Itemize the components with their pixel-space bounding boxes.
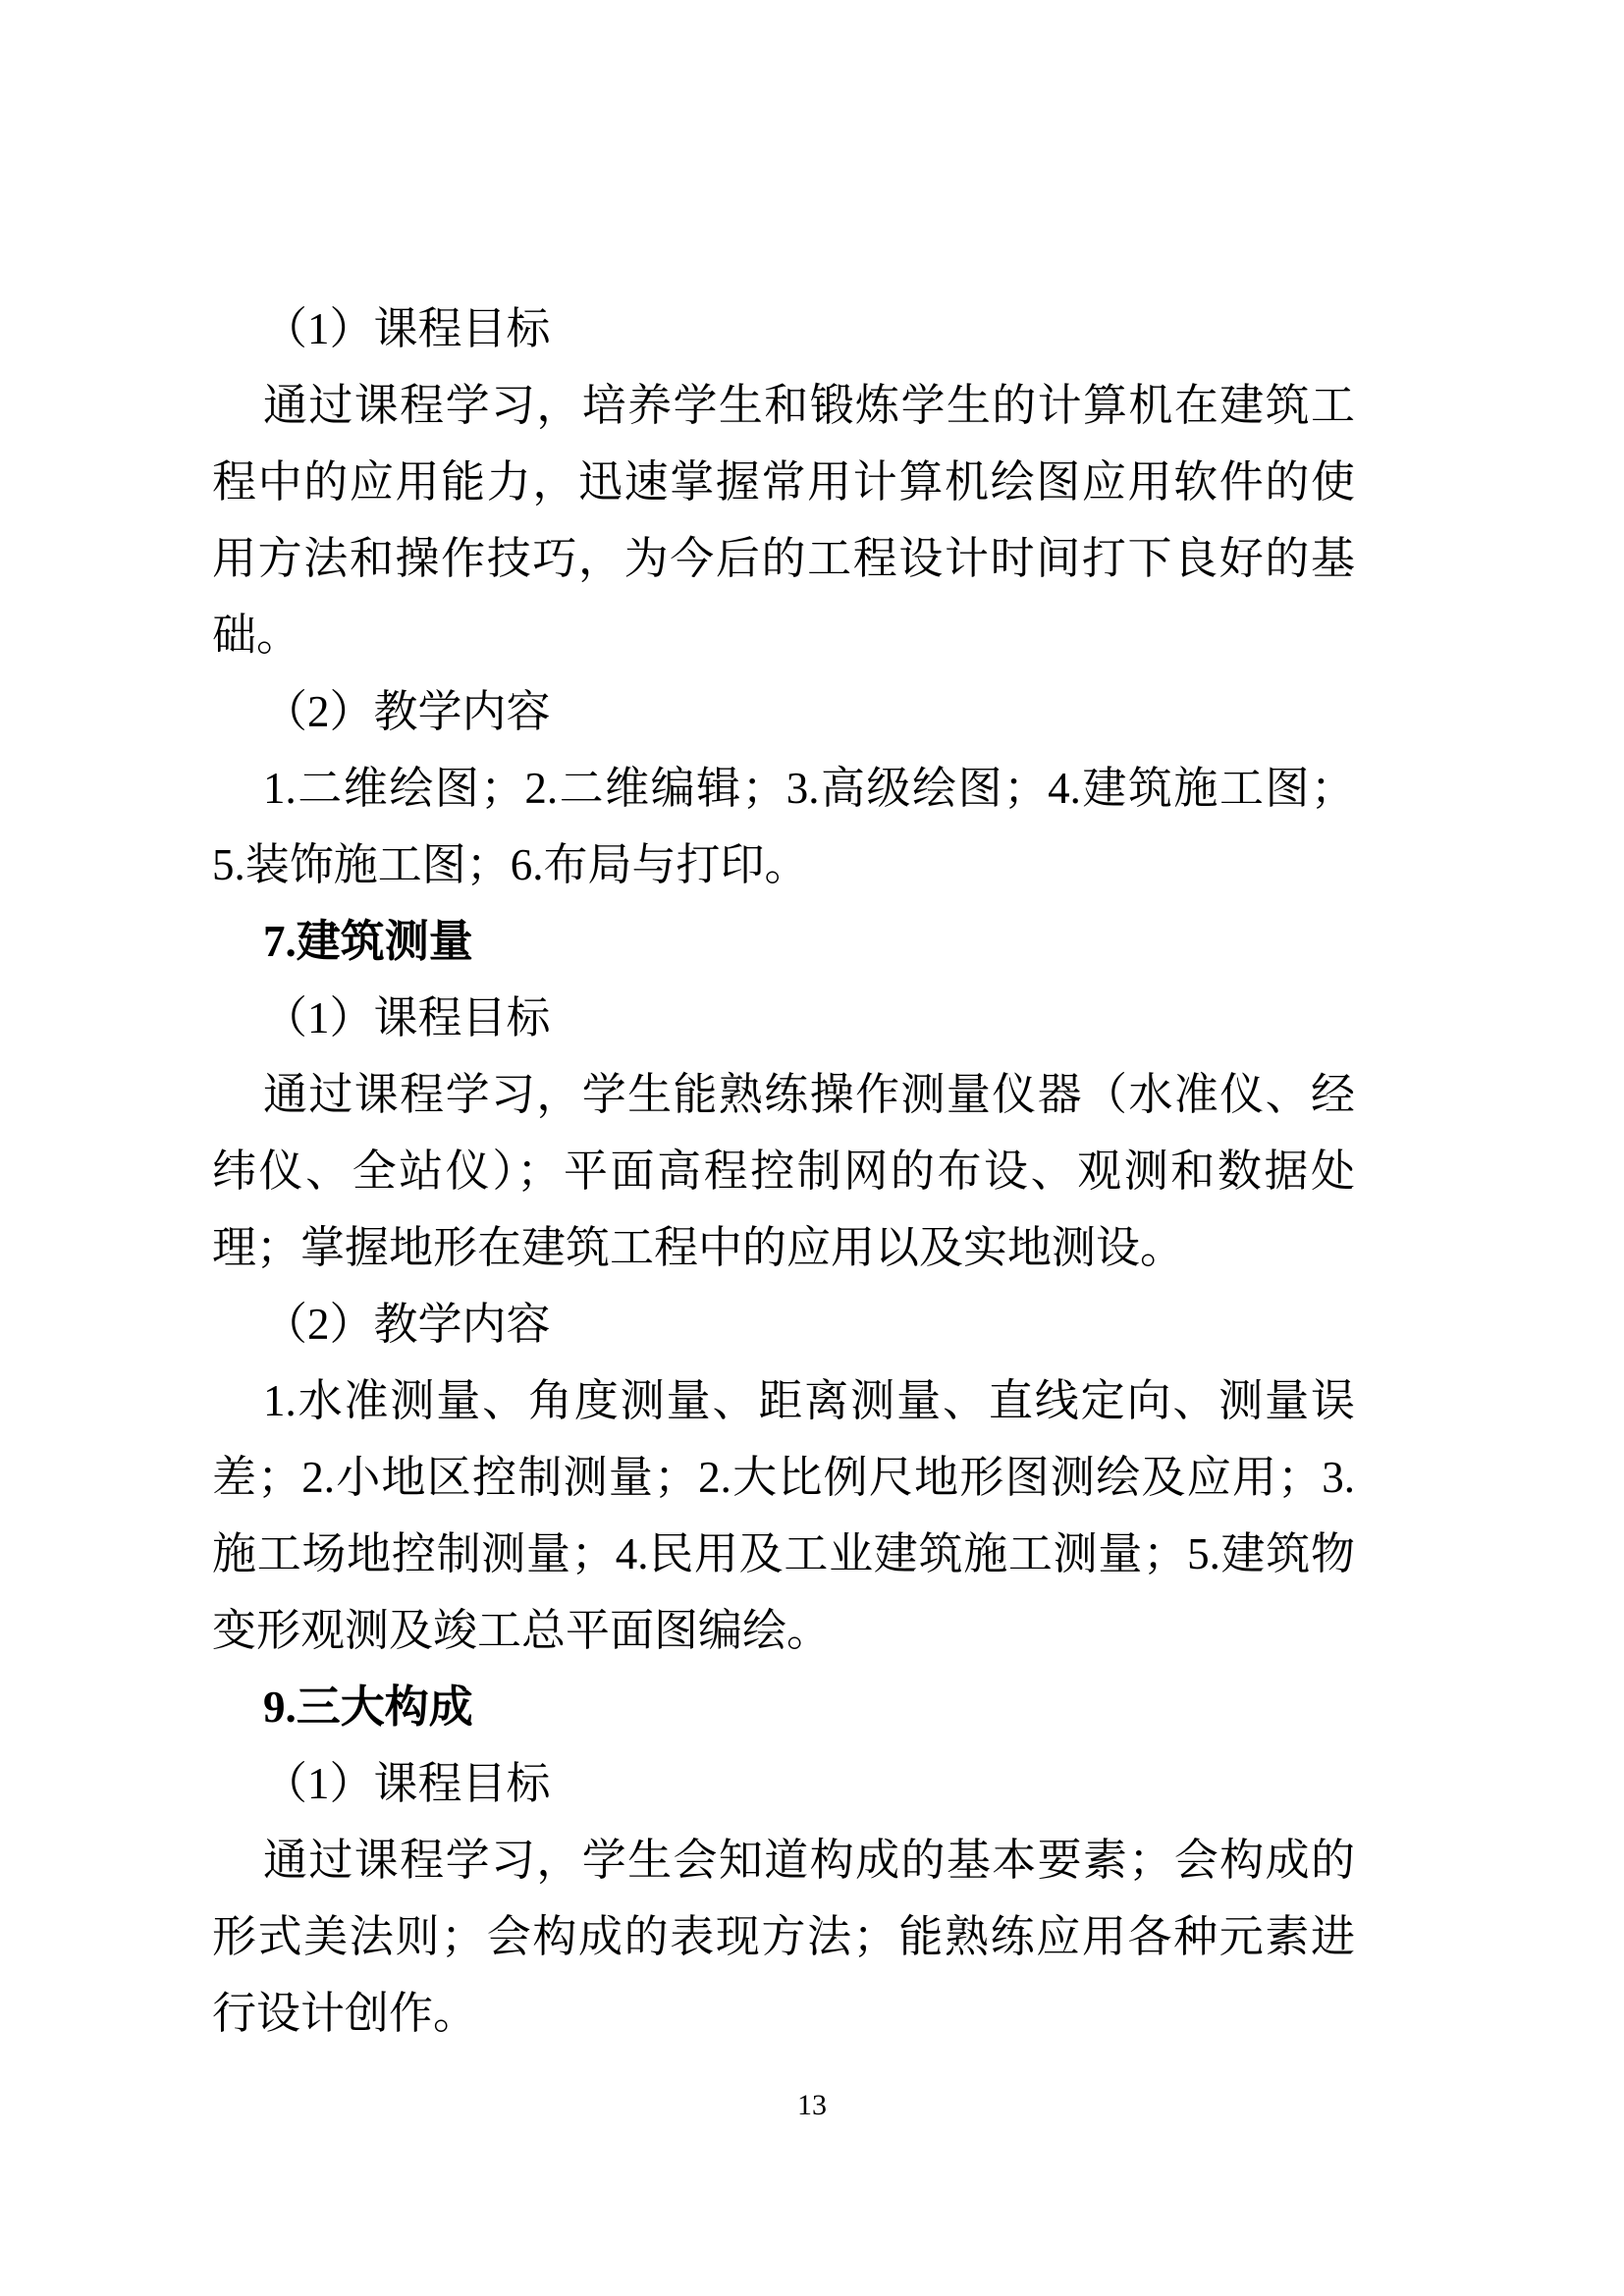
course-objective-heading-2: （1）课程目标 bbox=[263, 993, 551, 1042]
section-heading-building-survey: 7.建筑测量 bbox=[263, 917, 473, 966]
page-number: 13 bbox=[797, 2089, 827, 2121]
teaching-content-heading-2: （2）教学内容 bbox=[263, 1300, 551, 1349]
section-heading-three-compositions: 9.三大构成 bbox=[263, 1682, 473, 1732]
teaching-content-list-1: 1.二维绘图；2.二维编辑；3.高级绘图；4.建筑施工图；5.装饰施工图；6.布局与打印。 bbox=[212, 764, 1355, 889]
teaching-content-list-2: 1.水准测量、角度测量、距离测量、直线定向、测量误差；2.小地区控制测量；2.大比例尺地形图测绘及应用；3.施工场地控制测量；4.民用及工业建筑施工测量；5.建筑物变形观测及竣工总平面图编绘。 bbox=[212, 1376, 1355, 1655]
course-objective-heading-3: （1）课程目标 bbox=[263, 1759, 551, 1808]
course-objective-text-2: 通过课程学习，学生能熟练操作测量仪器（水准仪、经纬仪、全站仪）；平面高程控制网的布设、观测和数据处理；掌握地形在建筑工程中的应用以及实地测设。 bbox=[212, 1070, 1355, 1272]
course-objective-text-1: 通过课程学习，培养学生和锻炼学生的计算机在建筑工程中的应用能力，迅速掌握常用计算机绘图应用软件的使用方法和操作技巧，为今后的工程设计时间打下良好的基础。 bbox=[212, 381, 1355, 660]
teaching-content-heading-1: （2）教学内容 bbox=[263, 687, 551, 736]
document-body bbox=[212, 291, 1355, 2052]
course-objective-heading-1: （1）课程目标 bbox=[263, 304, 551, 353]
course-objective-text-3: 通过课程学习，学生会知道构成的基本要素；会构成的形式美法则；会构成的表现方法；能熟练应用各种元素进行设计创作。 bbox=[212, 1836, 1355, 2038]
